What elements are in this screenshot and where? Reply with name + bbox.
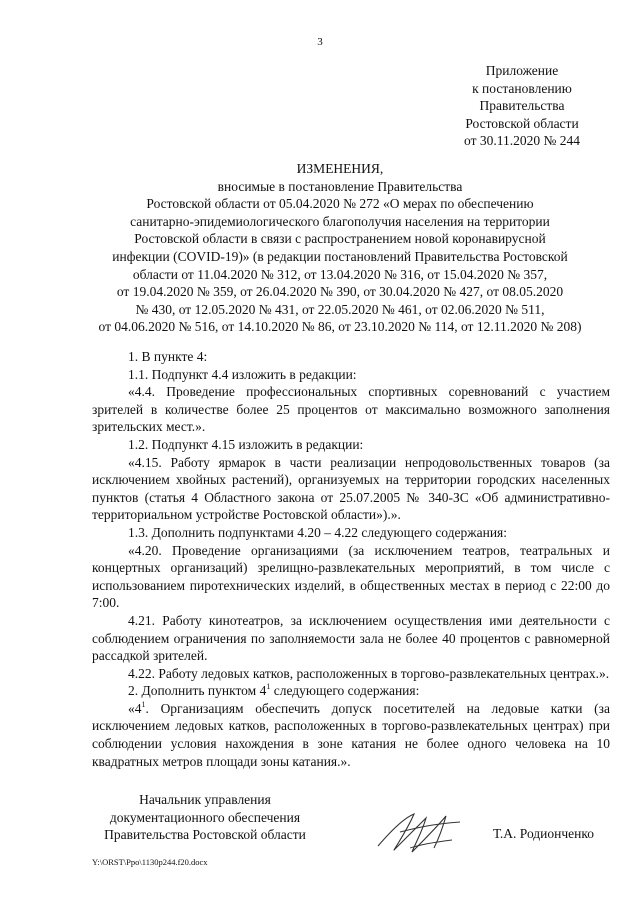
heading-line: от 04.06.2020 № 516, от 14.10.2020 № 86, от 23.10.2020 № 114, от 12.11.2020 № 208) — [98, 319, 582, 335]
heading-line: № 430, от 12.05.2020 № 431, от 22.05.2020 № 461, от 02.06.2020 № 511, — [135, 301, 545, 317]
heading-line: санитарно-эпидемиологического благополучия населения на территории — [130, 213, 550, 229]
appendix-line: Правительства — [479, 98, 565, 113]
signatory-line: Правительства Ростовской области — [104, 827, 306, 842]
heading-line: области от 11.04.2020 № 312, от 13.04.2020 № 316, от 15.04.2020 № 357, — [132, 266, 548, 282]
paragraph — [92, 700, 610, 770]
file-path: Y:\ORST\Ppo\1130p244.f20.docx — [92, 857, 208, 867]
paragraph: 1.3. Дополнить подпунктами 4.20 – 4.22 следующего содержания: — [128, 524, 508, 540]
handwritten-signature — [370, 802, 470, 862]
page-number: 3 — [317, 36, 323, 48]
document-body — [92, 348, 610, 770]
heading-line: вносимые в постановление Правительства — [217, 178, 463, 194]
paragraph: 1.1. Подпункт 4.4 изложить в редакции: — [128, 366, 357, 382]
heading-line: от 19.04.2020 № 359, от 26.04.2020 № 390, от 30.04.2020 № 427, от 08.05.2020 — [116, 284, 564, 300]
heading-line: инфекции (COVID-19)» (в редакции постановлений Правительства Ростовской — [112, 248, 568, 264]
paragraph-text: следующего содержания: — [270, 683, 420, 699]
signatory-line: Начальник управления — [139, 792, 271, 807]
appendix-block — [436, 62, 608, 150]
paragraph: 1. В пункте 4: — [128, 349, 208, 364]
document-title: ИЗМЕНЕНИЯ, — [296, 161, 384, 176]
document-heading — [84, 160, 596, 336]
appendix-line: Ростовской области — [465, 115, 579, 131]
superscript: 1 — [141, 699, 146, 709]
signatory-title — [90, 791, 320, 844]
paragraph: «4.15. Работу ярмарок в части реализации непродовольственных товаров (за исключением хвойных растений), организуемых на территории городских населенных пунктов (статья 4 Областного закона от 25.07.2005 № 340-ЗС «Об административно-территориальном устройстве Ростовской области»).». — [92, 454, 610, 523]
paragraph: «4.4. Проведение профессиональных спортивных соревнований с участием зрителей в количестве более 25 процентов от максимально возможного заполнения зрительских мест.». — [92, 384, 610, 435]
appendix-line: от 30.11.2020 № 244 — [464, 133, 580, 148]
paragraph: 1.2. Подпункт 4.15 изложить в редакции: — [128, 436, 364, 452]
signatory-line: документационного обеспечения — [109, 809, 301, 825]
paragraph-text: «4 — [128, 700, 142, 716]
appendix-line: Приложение — [485, 63, 559, 78]
appendix-line: к постановлению — [472, 80, 572, 96]
paragraph: 4.21. Работу кинотеатров, за исключением осуществления ими деятельности с соблюдением ограничения по заполняемости зала не более 40 процентов с равномерной рассадкой зрителей. — [92, 612, 610, 664]
signatory-name: Т.А. Родионченко — [493, 826, 594, 841]
superscript: 1 — [266, 682, 271, 692]
heading-line: Ростовской области от 05.04.2020 № 272 «О мерах по обеспечению — [146, 196, 534, 212]
paragraph — [92, 682, 610, 700]
heading-line: Ростовской области в связи с распространением новой коронавирусной — [134, 231, 546, 247]
paragraph: «4.20. Проведение организациями (за исключением театров, театральных и концертных организаций) зрелищно-развлекательных мероприятий, в том числе с использованием пиротехнических изделий, в общественных местах в период с 22:00 до 7:00. — [92, 542, 610, 611]
paragraph-text: 2. Дополнить пунктом 4 — [128, 683, 267, 699]
paragraph: 4.22. Работу ледовых катков, расположенных в торгово-развлекательных центрах.». — [128, 665, 610, 681]
paragraph-text: . Организациям обеспечить допуск посетителей на ледовые катки (за исключением ледовых катков, расположенных в торгово-развлекательных центрах) при соблюдении условия нахождения в зоне катания не более одного человека на 10 квадратных метров площади зоны катания.». — [92, 700, 610, 769]
